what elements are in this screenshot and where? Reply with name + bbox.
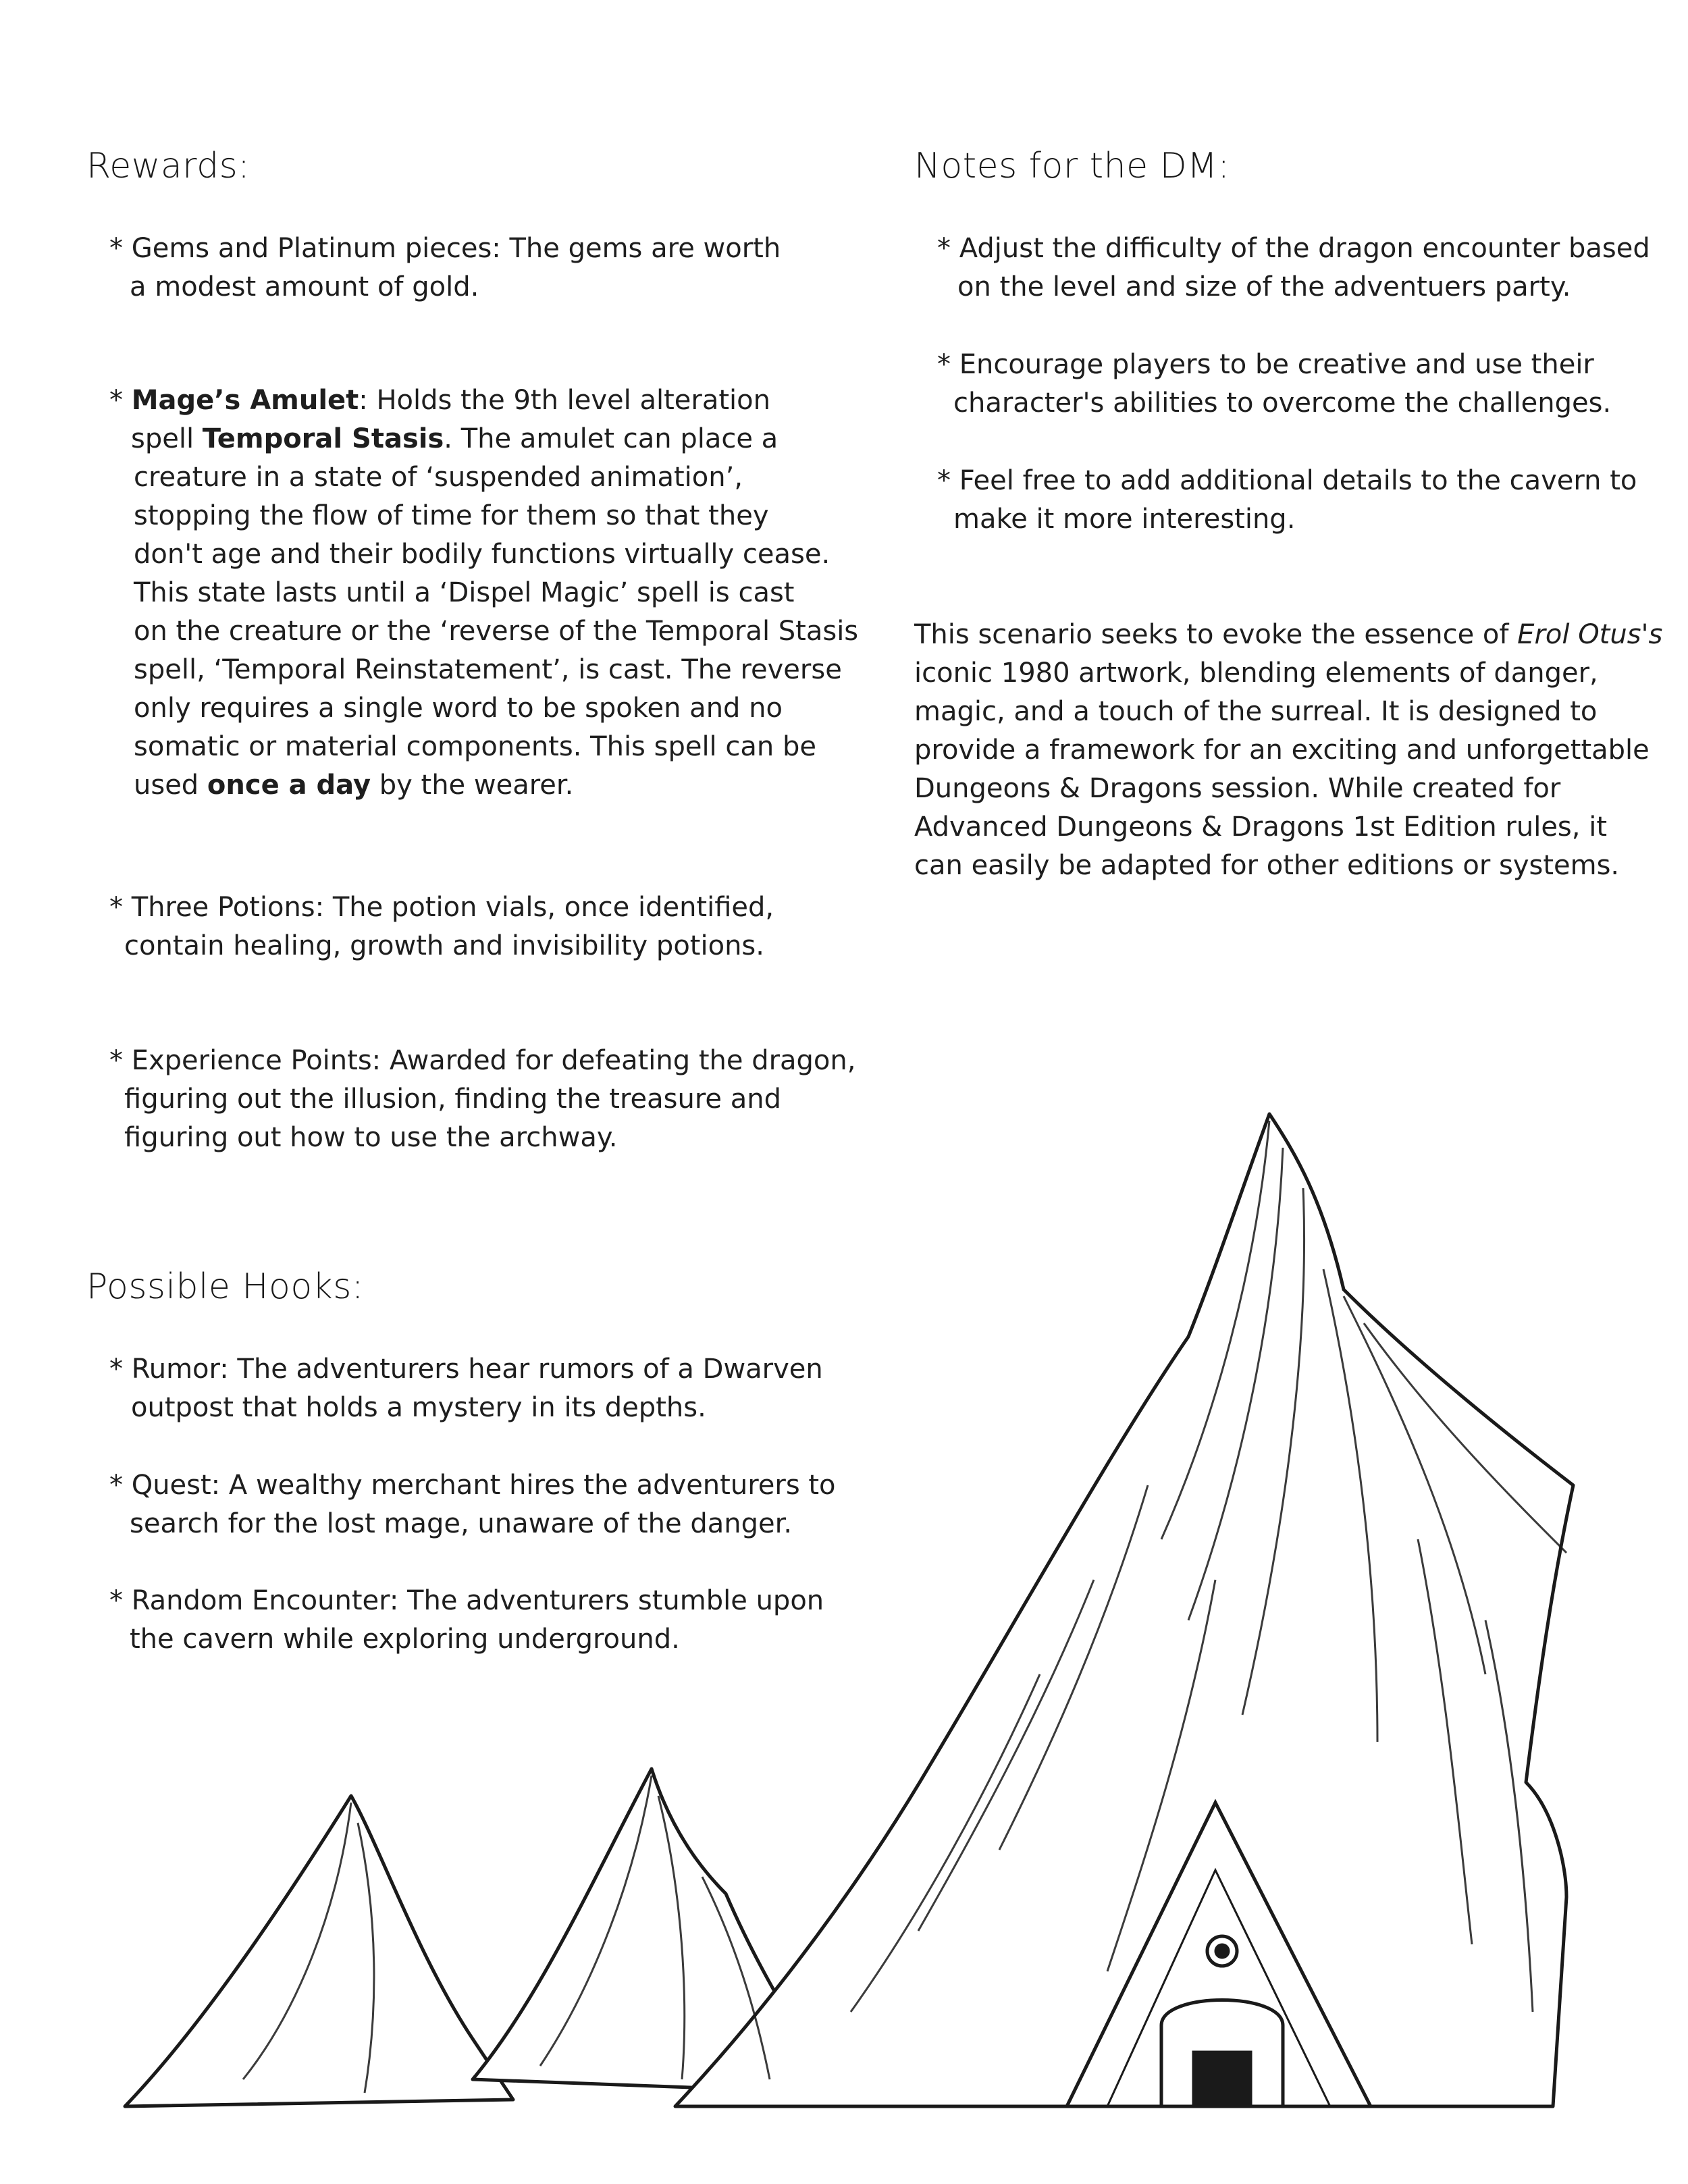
reward-gems: * Gems and Platinum pieces: The gems are worth a modest amount of gold. [109, 233, 781, 302]
reward-potions: * Three Potions: The potion vials, once identified, contain healing, growth and invisibility potions. [109, 892, 774, 961]
closing-paragraph: This scenario seeks to evoke the essence of Erol Otus's iconic 1980 artwork, blending elements of danger, magic, and a touch of the surreal. It is designed to provide a framework for an exciting and unforgettable Dungeons & Dragons session. While created for Advanced Dungeons & Dragons 1st Edition rules, it can easily be adapted for other editions or systems. [914, 619, 1663, 881]
amulet-name: Mage’s Amulet [131, 385, 359, 416]
hooks-heading: Possible Hooks: [86, 1267, 364, 1307]
notes-heading: Notes for the DM: [914, 146, 1230, 186]
left-peak [125, 1796, 513, 2106]
hook-random-encounter: * Random Encounter: The adventurers stumble upon the cavern while exploring underground. [109, 1585, 824, 1655]
reward-mages-amulet: * Mage’s Amulet: Holds the 9th level alteration spell Temporal Stasis. The amulet can place a creature in a state of ‘suspended animation’, stopping the flow of time for them so that they don't age and their bodily functions virtually cease. This state lasts until a ‘Dispel Magic’ spell is cast on the creature or the ‘reverse of the Temporal Stasis spell, ‘Temporal Reinstatement’, is cast. The reverse only requires a single word to be spoken and no somatic or material components. This spell can be used once a day by the wearer. [109, 385, 859, 801]
hook-quest: * Quest: A wealthy merchant hires the adventurers to search for the lost mage, unaware of the danger. [109, 1470, 836, 1539]
note-difficulty: * Adjust the difficulty of the dragon encounter based on the level and size of the adventuers party. [937, 233, 1650, 302]
note-details: * Feel free to add additional details to the cavern to make it more interesting. [937, 465, 1637, 535]
spell-name: Temporal Stasis [202, 423, 444, 454]
artist-name: Erol Otus's [1517, 619, 1663, 650]
mountain-illustration [0, 1067, 1688, 2184]
usage-frequency: once a day [207, 770, 371, 801]
reward-experience: * Experience Points: Awarded for defeating the dragon, figuring out the illusion, finding the treasure and figuring out how to use the archway. [109, 1045, 856, 1153]
rewards-heading: Rewards: [86, 146, 250, 186]
hook-rumor: * Rumor: The adventurers hear rumors of a Dwarven outpost that holds a mystery in its depths. [109, 1354, 823, 1423]
main-peak [675, 1114, 1573, 2106]
note-creativity: * Encourage players to be creative and use their character's abilities to overcome the challenges. [937, 349, 1612, 419]
